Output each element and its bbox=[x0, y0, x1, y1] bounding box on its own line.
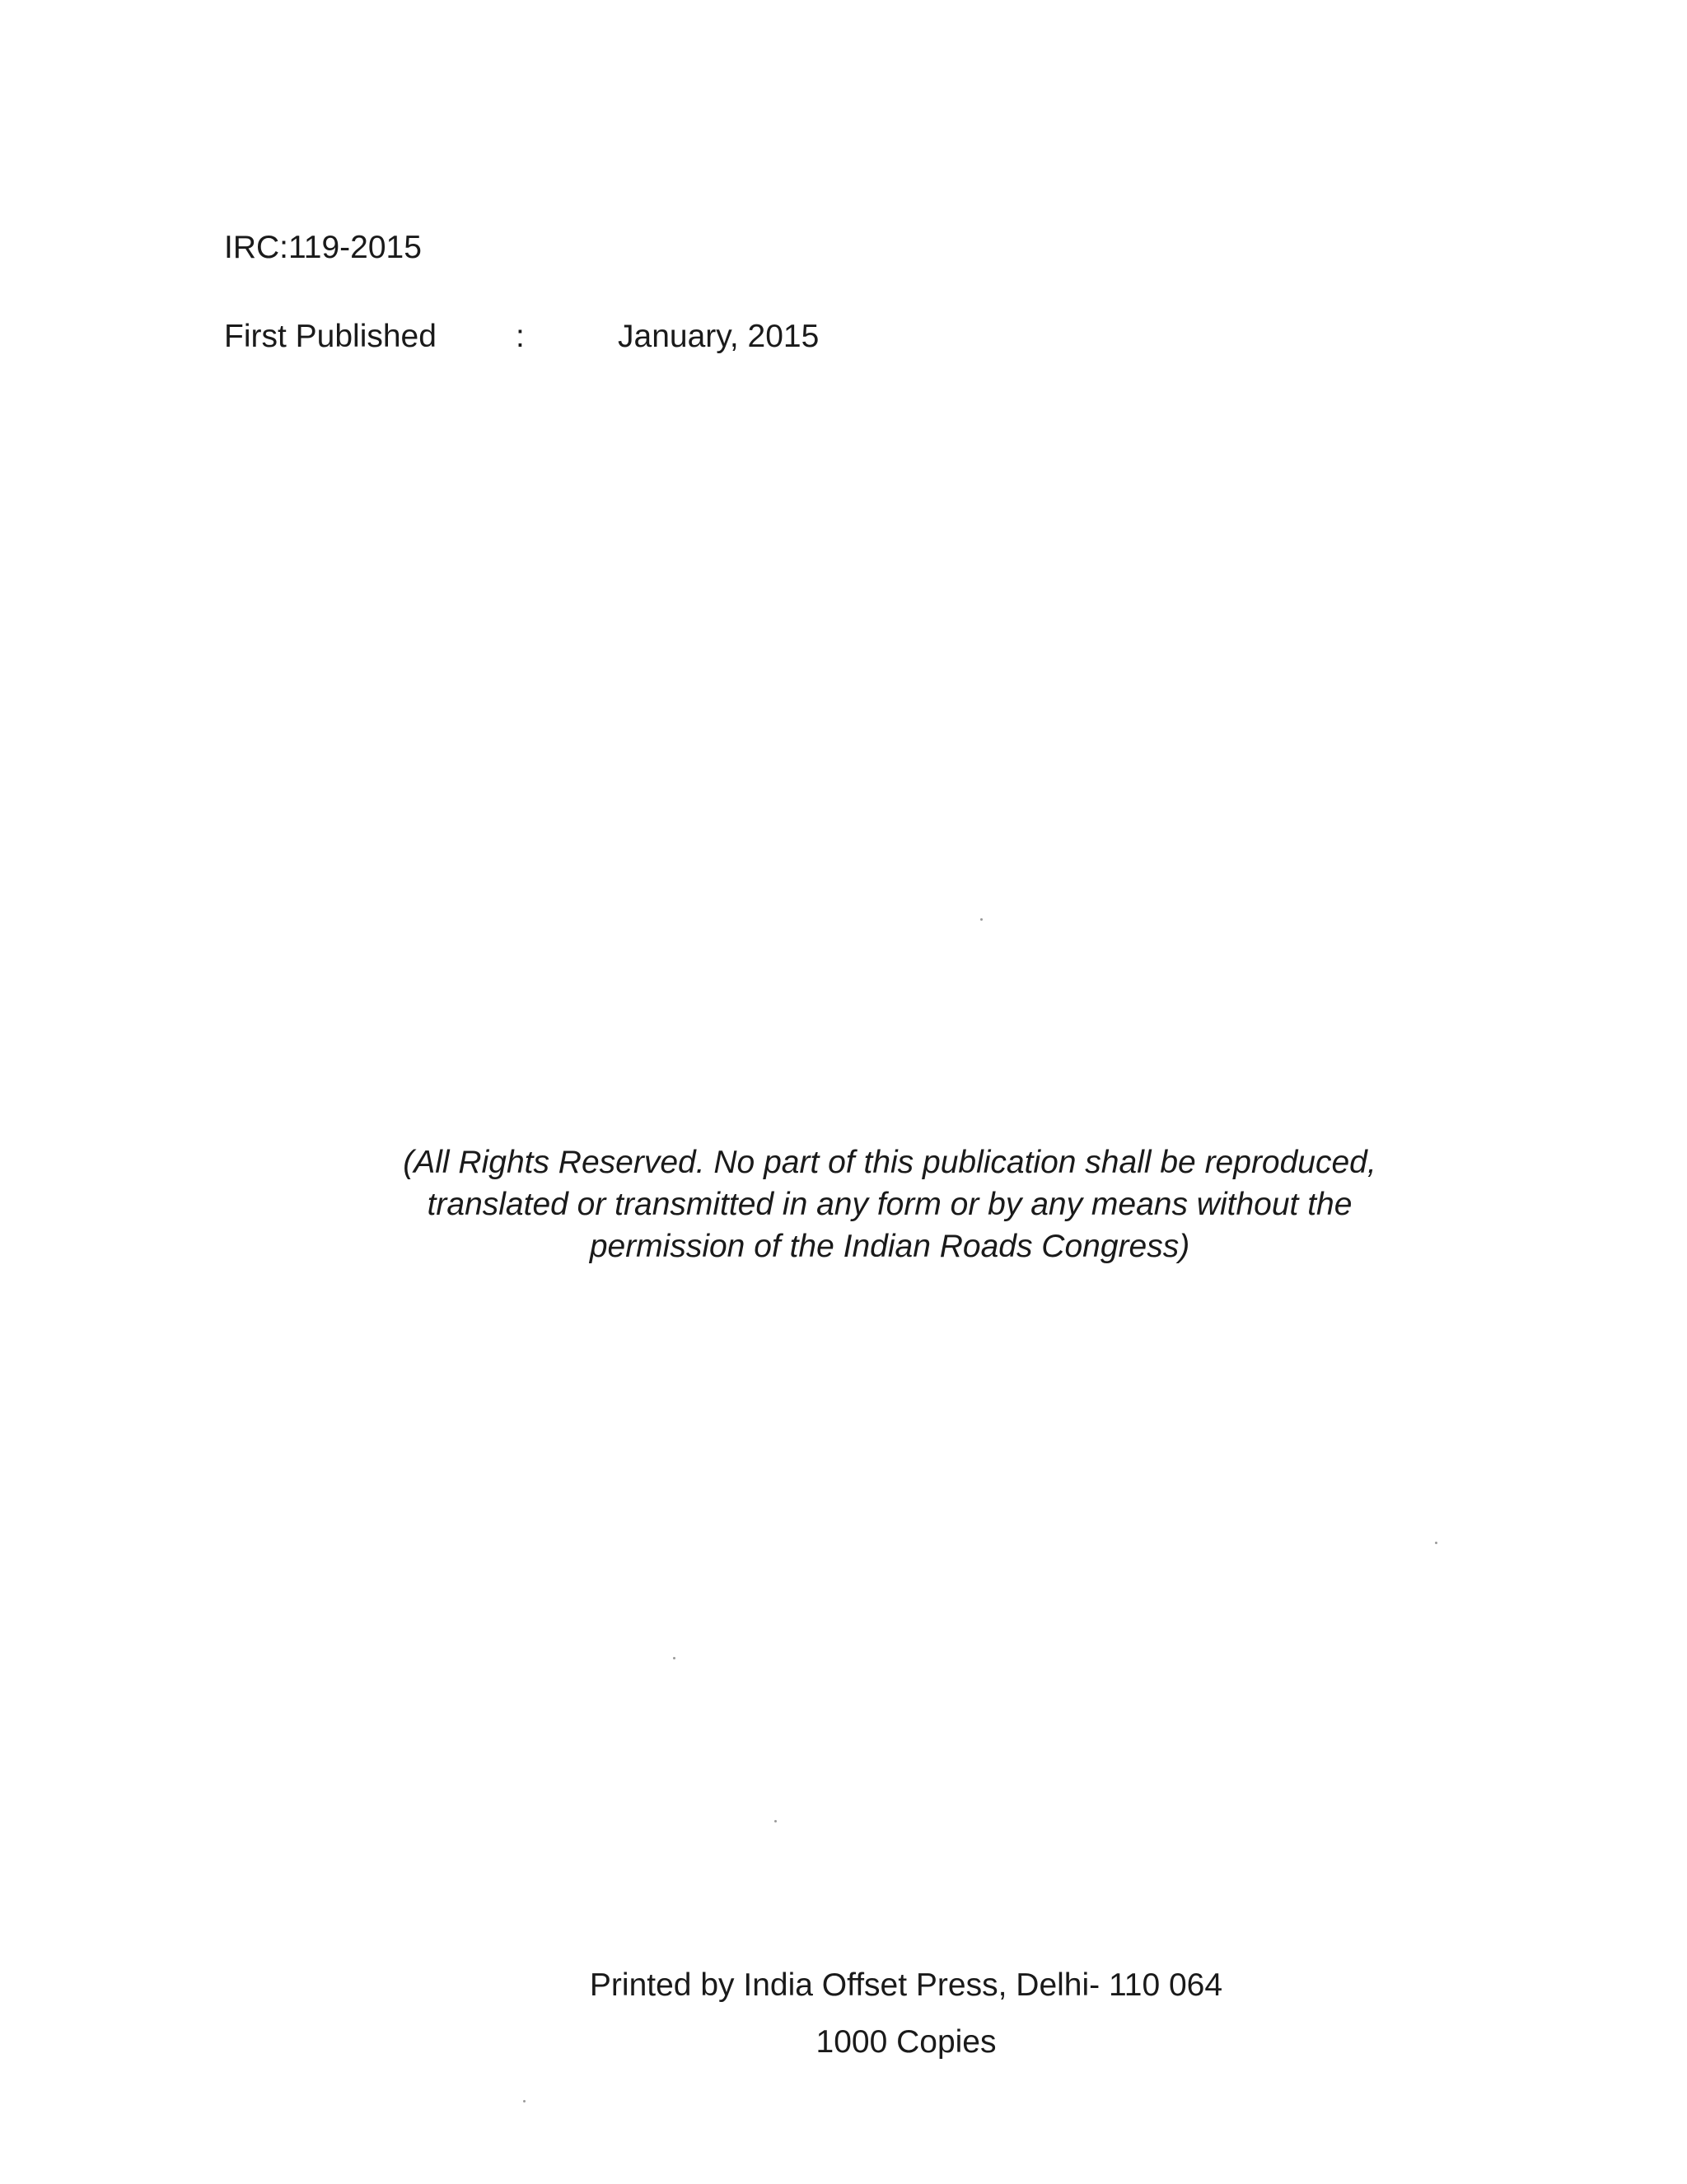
first-published-date: January, 2015 bbox=[618, 319, 820, 354]
rights-notice-line: (All Rights Reserved. No part of this publication shall be reproduced, bbox=[403, 1145, 1376, 1180]
scan-speck bbox=[1435, 1542, 1437, 1544]
rights-notice bbox=[247, 1141, 1532, 1267]
document-code: IRC:119-2015 bbox=[224, 230, 422, 265]
scan-speck bbox=[774, 1820, 777, 1822]
printer-line: Printed by India Offset Press, Delhi- 110 064 bbox=[589, 1967, 1223, 2003]
scan-speck bbox=[523, 2100, 526, 2102]
scan-speck bbox=[980, 918, 983, 921]
scan-speck bbox=[673, 1657, 675, 1659]
rights-notice-line: permission of the Indian Roads Congress) bbox=[589, 1229, 1190, 1264]
first-published-label: First Published bbox=[224, 319, 437, 354]
rights-notice-line: translated or transmitted in any form or by any means without the bbox=[427, 1187, 1353, 1222]
first-published-separator: : bbox=[516, 319, 525, 354]
copies-line: 1000 Copies bbox=[815, 2024, 997, 2060]
